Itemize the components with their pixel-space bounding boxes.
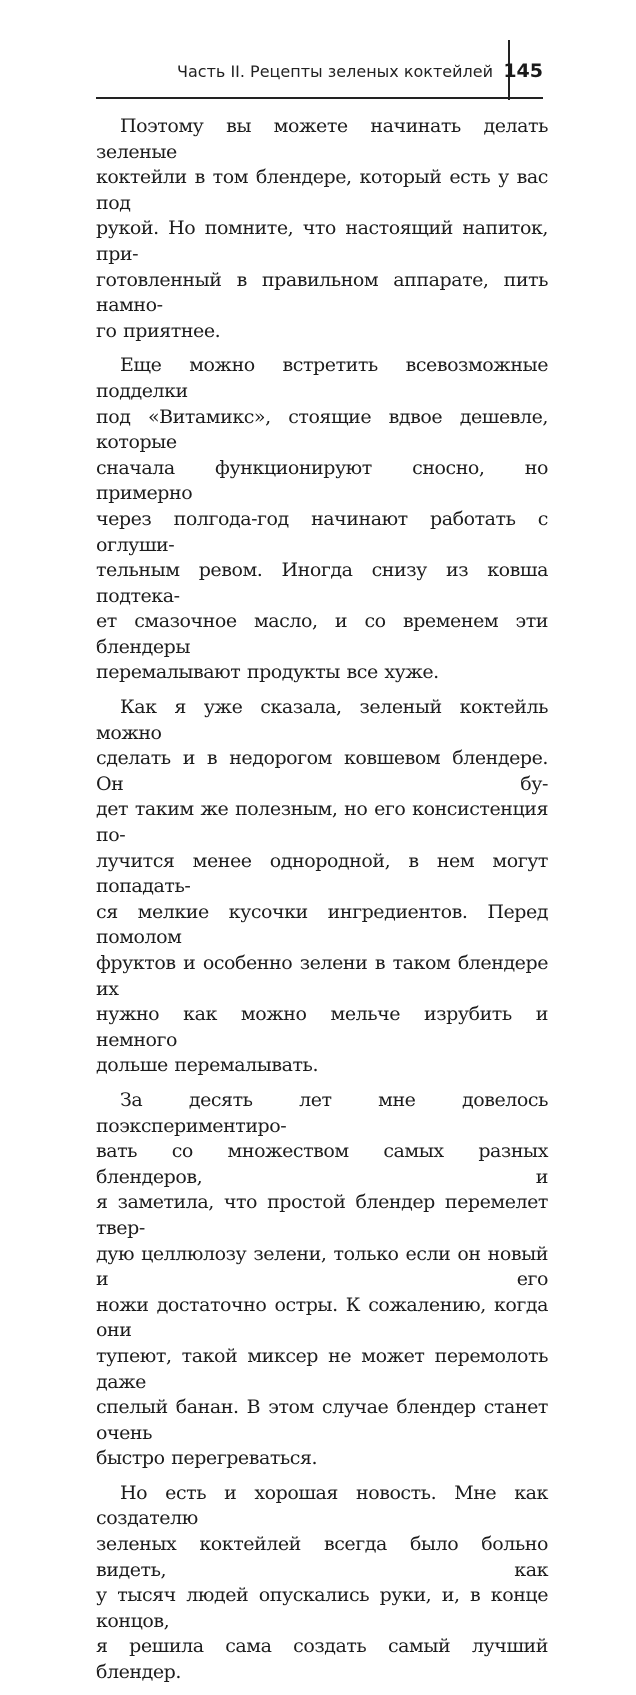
text-line: дую целлюлозу зелени, только если он новый и его (96, 1242, 548, 1291)
text-line: дет таким же полезным, но его консистенция по- (96, 798, 548, 847)
text-line: рукой. Но помните, что настоящий напиток, при- (96, 217, 548, 265)
text-line: коктейли в том блендере, который есть у вас под (96, 166, 548, 214)
text-line: Как я уже сказала, зеленый коктейль можно (96, 696, 548, 744)
text-line: быстро перегреваться. (96, 1447, 318, 1470)
paragraph (96, 695, 548, 1079)
body-text (96, 114, 548, 1695)
paragraph (96, 1088, 548, 1472)
text-line: под «Витамикс», стоящие вдвое дешевле, которые (96, 405, 548, 454)
text-line: Поэтому вы можете начинать делать зеленые (96, 115, 548, 163)
text-line: нужно как можно мельче изрубить и немного (96, 1003, 548, 1051)
text-line: го приятнее. (96, 319, 221, 342)
text-line: ет смазочное масло, и со временем эти блендеры (96, 610, 548, 658)
paragraph (96, 114, 548, 344)
text-line: фруктов и особенно зелени в таком блендере их (96, 952, 548, 1000)
text-line: За десять лет мне довелось поэкспериментиро- (96, 1088, 548, 1137)
text-line: лучится менее однородной, в нем могут попадать- (96, 849, 548, 898)
text-line: Еще можно встретить всевозможные подделки (96, 354, 548, 402)
text-line: я заметила, что простой блендер перемелет твер- (96, 1191, 548, 1239)
header-rule (96, 97, 543, 99)
page-number: 145 (503, 60, 543, 82)
text-line: зеленых коктейлей всегда было больно видеть, как (96, 1533, 548, 1581)
text-line: ся мелкие кусочки ингредиентов. Перед помолом (96, 900, 548, 949)
paragraph (96, 1481, 548, 1686)
text-line: я решила сама создать самый лучший блендер. (96, 1635, 548, 1684)
text-line: сначала функционируют сносно, но примерно (96, 456, 548, 505)
text-line: дольше перемалывать. (96, 1054, 319, 1077)
text-line: вать со множеством самых разных блендеров, и (96, 1140, 548, 1188)
paragraph (96, 353, 548, 686)
text-line: тупеют, такой миксер не может перемолоть даже (96, 1344, 548, 1393)
text-line: сделать и в недорогом ковшевом блендере. Он бу- (96, 747, 548, 795)
running-header (96, 36, 543, 100)
text-line: перемалывают продукты все хуже. (96, 661, 439, 684)
text-line: Но есть и хорошая новость. Мне как создателю (96, 1481, 548, 1530)
text-line: у тысяч людей опускались руки, и, в конце концов, (96, 1584, 548, 1632)
text-line: спелый банан. В этом случае блендер станет очень (96, 1396, 548, 1444)
running-title: Часть II. Рецепты зеленых коктейлей (177, 62, 493, 81)
text-line: готовленный в правильном аппарате, пить намно- (96, 268, 548, 317)
text-line: тельным ревом. Иногда снизу из ковша подтека- (96, 559, 548, 607)
text-line: через полгода-год начинают работать с оглуши- (96, 507, 548, 556)
text-line: ножи достаточно остры. К сожалению, когда они (96, 1293, 548, 1342)
